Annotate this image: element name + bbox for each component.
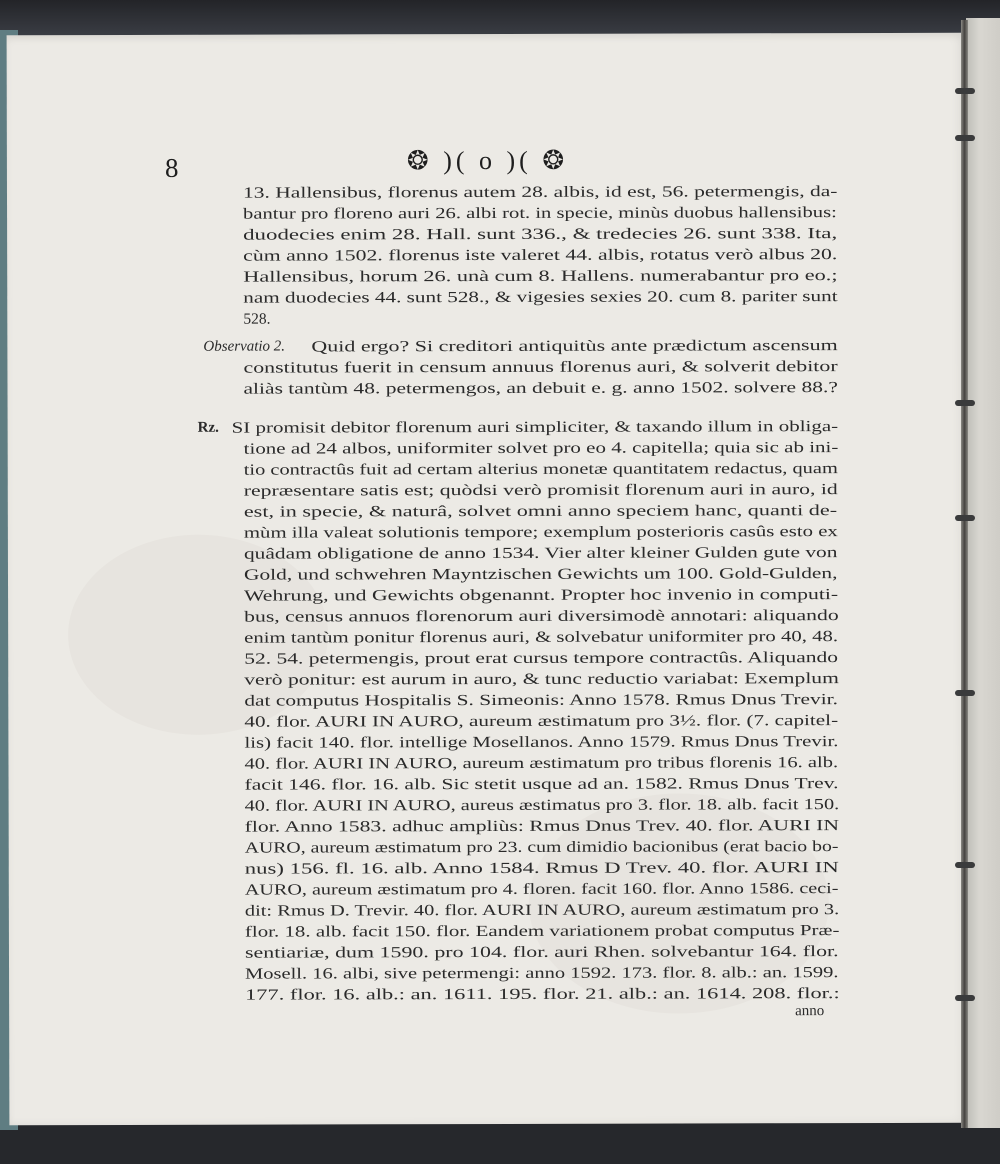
text-line: tio contractûs fuit ad certam alterius monetæ quantitatem redactus, quam <box>243 460 838 479</box>
text-line: est, in specie, & naturâ, solvet omni anno speciem hanc, quanti de- <box>243 502 838 521</box>
text-line: mùm illa valeat solutionis tempore; exemplum posterioris casûs esto ex <box>243 523 838 542</box>
text-line: flor. Anno 1583. adhuc ampliùs: Rmus Dnus Trev. 40. flor. AURI IN <box>244 817 840 836</box>
book-gutter <box>961 20 968 1128</box>
text-line: 40. flor. AURI IN AURO, aureum æstimatum pro 3½. flor. (7. capitel- <box>244 712 839 731</box>
header-ornament: ❂ )( o )( ❂ <box>406 145 569 176</box>
text-line: 40. flor. AURI IN AURO, aureum æstimatum pro tribus florenis 16. alb. <box>244 754 839 773</box>
binding-stitch <box>955 862 975 868</box>
text-line: nam duodecies 44. sunt 528., & vigesies sexies 20. cum 8. pariter sunt <box>243 288 838 307</box>
text-line: 13. Hallensibus, florenus autem 28. albis, id est, 56. petermengis, da- <box>242 183 838 202</box>
binding-stitch <box>955 88 975 94</box>
text-line: aliàs tantùm 48. petermengos, an debuit e. g. anno 1502. solvere 88.? <box>243 379 838 398</box>
page-number: 8 <box>164 152 179 183</box>
text-line: Wehrung, und Gewichts obgenannt. Propter hoc invenio in computi- <box>244 586 839 605</box>
text-line: duodecies enim 28. Hall. sunt 336., & tredecies 26. sunt 338. Ita, <box>243 225 838 244</box>
text-line: nus) 156. fl. 16. alb. Anno 1584. Rmus D Trev. 40. flor. AURI IN <box>244 859 839 878</box>
text-line: verò ponitur: est aurum in auro, & tunc reductio variabat: Exemplum <box>244 670 839 689</box>
facing-page-edge <box>966 18 1000 1128</box>
scan-background-bottom <box>0 1118 1000 1164</box>
responsio-marker: Rz. <box>197 419 219 436</box>
text-line: Gold, und schwehren Mayntzischen Gewichts um 100. Gold-Gulden, <box>243 565 838 584</box>
text-line: lis) facit 140. flor. intellige Mosellanos. Anno 1579. Rmus Dnus Trevir. <box>244 733 839 752</box>
observatio-label: Observatio 2. <box>203 338 286 355</box>
book-page <box>7 33 968 1126</box>
text-line: 177. flor. 16. alb.: an. 1611. 195. flor. 21. alb.: an. 1614. 208. flor.: <box>245 985 840 1004</box>
binding-stitch <box>955 995 975 1001</box>
text-line: SI promisit debitor florenum auri simpliciter, & taxando illum in obliga- <box>231 418 839 437</box>
text-line: flor. 18. alb. facit 150. flor. Eandem variationem probat computus Præ- <box>244 922 840 941</box>
binding-stitch <box>955 690 975 696</box>
text-line: bantur pro floreno auri 26. albi rot. in specie, minùs duobus hallensibus: <box>243 204 837 223</box>
text-line: bus, census annuos florenorum auri diversimodè annotari: aliquando <box>244 607 839 626</box>
catchword: anno <box>795 1003 825 1020</box>
text-line: sentiariæ, dum 1590. pro 104. flor. auri Rhen. solvebantur 164. flor. <box>244 943 839 962</box>
text-line: dat computus Hospitalis S. Simeonis: Anno 1578. Rmus Dnus Trevir. <box>244 691 838 710</box>
text-line: 40. flor. AURI IN AURO, aureus æstimatus pro 3. flor. 18. alb. facit 150. <box>244 796 840 815</box>
text-line: quâdam obligatione de anno 1534. Vier alter kleiner Gulden gute von <box>243 544 838 563</box>
text-line: Mosell. 16. albi, sive petermengi: anno 1592. 173. flor. 8. alb.: an. 1599. <box>245 964 839 983</box>
binding-stitch <box>955 400 975 406</box>
text-line: dit: Rmus D. Trevir. 40. flor. AURI IN AURO, aureum æstimatum pro 3. <box>244 901 840 920</box>
text-line: repræsentare satis est; quòdsi verò promisit florenum auri in auro, id <box>243 481 838 500</box>
text-line: AURO, aureum æstimatum pro 23. cum dimidio bacionibus (erat bacio bo- <box>244 838 839 857</box>
scan-background-top <box>0 0 1000 36</box>
text-line: facit 146. flor. 16. alb. Sic stetit usque ad an. 1582. Rmus Dnus Trev. <box>244 775 839 794</box>
binding-stitch <box>955 515 975 521</box>
text-line: enim tantùm ponitur florenus auri, & solvebatur uniformiter pro 40, 48. <box>244 628 839 647</box>
text-line: Hallensibus, horum 26. unà cum 8. Hallens. numerabantur pro eo.; <box>243 267 838 286</box>
text-line: 52. 54. petermengis, prout erat cursus tempore contractûs. Aliquando <box>244 649 839 668</box>
text-line: 528. <box>243 310 271 328</box>
text-line: cùm anno 1502. florenus iste valeret 44. albis, rotatus verò albus 20. <box>243 246 838 265</box>
text-line: AURO, aureum æstimatum pro 4. floren. facit 160. flor. Anno 1586. ceci- <box>244 880 839 899</box>
text-line: tione ad 24 albos, uniformiter solvet pro eo 4. capitella; quia sic ab ini- <box>243 439 839 458</box>
binding-stitch <box>955 135 975 141</box>
text-line: constitutus fuerit in censum annuus florenus auri, & solverit debitor <box>243 358 838 377</box>
text-line: Quid ergo? Si creditori antiquitùs ante prædictum ascensum <box>311 337 838 356</box>
